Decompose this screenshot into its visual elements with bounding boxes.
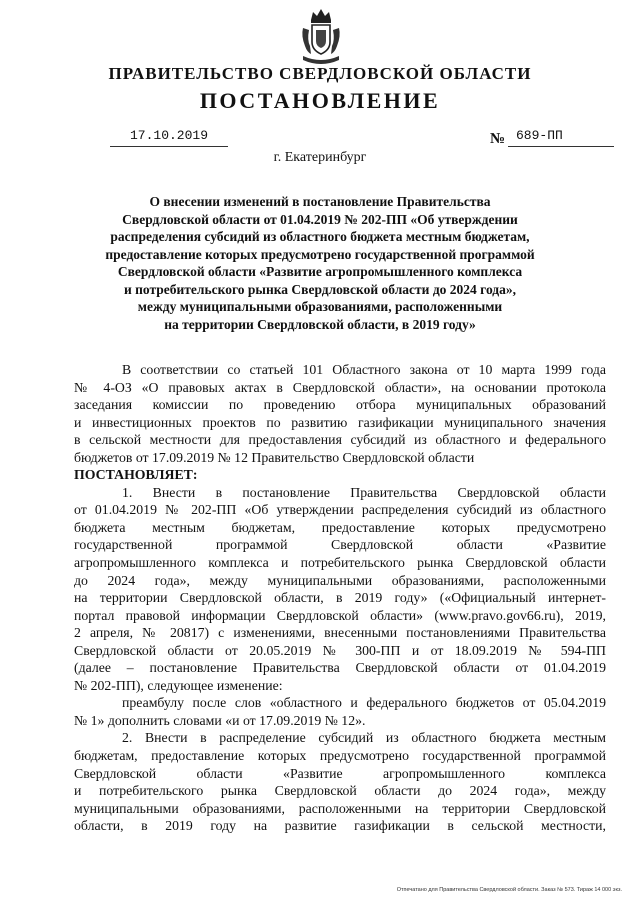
body-line: № 4-ОЗ «О правовых актах в Свердловской области», на основании протокола [74, 379, 606, 395]
resolves-label: ПОСТАНОВЛЯЕТ: [74, 467, 198, 483]
body-line: на территории Свердловской области, в 2019 году» («Официальный интернет- [74, 590, 606, 606]
document-date: 17.10.2019 [110, 128, 228, 147]
body-line: бюджета местным бюджетам, предоставление которых предусмотрено [74, 519, 606, 535]
body-line: бюджетов от 17.09.2019 № 12 Правительство Свердловской области [74, 449, 475, 465]
heading-line: предоставление которых предусмотрено государственной программой [105, 246, 535, 262]
body-line: № 202-ПП), следующее изменение: [74, 677, 283, 693]
document-body [74, 361, 606, 835]
heading-line: распределения субсидий из областного бюджета местным бюджетам, [110, 229, 530, 244]
body-line: 2 апреля, № 20817) с изменениями, внесенными постановлениями Правительства [74, 625, 606, 641]
body-line: (далее – постановление Правительства Свердловской области от 01.04.2019 [74, 660, 606, 676]
heading-line: Свердловской области «Развитие агропромышленного комплекса [117, 264, 523, 279]
body-line: В соответствии со статьей 101 Областного закона от 10 марта 1999 года [122, 362, 606, 377]
coat-of-arms-icon [299, 6, 343, 66]
government-title: ПРАВИТЕЛЬСТВО СВЕРДЛОВСКОЙ ОБЛАСТИ [108, 64, 532, 83]
document-heading [90, 193, 550, 333]
body-line: от 01.04.2019 № 202-ПП «Об утверждении распределения субсидий из областного [74, 502, 606, 518]
body-line: Свердловской области «Развитие агропромышленного комплекса [74, 765, 606, 781]
body-line: заседания комиссии по проведению отбора муниципальных образований [74, 397, 606, 413]
heading-line: и потребительского рынка Свердловской области до 2024 года», [123, 281, 517, 297]
document-type: ПОСТАНОВЛЕНИЕ [199, 88, 441, 113]
heading-line: О внесении изменений в постановление Правительства [149, 194, 491, 209]
body-line: портал правовой информации Свердловской области» (www.pravo.gov66.ru), 2019, [74, 607, 606, 623]
body-line: и потребительского рынка Свердловской области до 2024 года», между [74, 783, 606, 799]
city: г. Екатеринбург [273, 150, 367, 165]
body-line: государственной программой Свердловской области «Развитие [74, 537, 606, 553]
body-line: 2. Внести в распределение субсидий из областного бюджета местным [122, 730, 606, 746]
body-line: до 2024 года», между муниципальными образованиями, расположенными [74, 572, 606, 588]
number-label: № [490, 131, 506, 147]
heading-line: Свердловской области от 01.04.2019 № 202-ПП «Об утверждении [122, 211, 518, 227]
body-line: преамбулу после слов «областного и федерального бюджетов от 05.04.2019 [122, 695, 606, 711]
body-line: области, в 2019 году на развитие газификации в сельской местности, [74, 818, 606, 834]
body-line: 1. Внести в постановление Правительства Свердловской области [122, 484, 606, 500]
print-note: Отпечатано для Правительства Свердловской области. Заказ № 573. Тираж 14 000 экз. [396, 887, 622, 893]
body-line: бюджетам, предоставление которых предусмотрено государственной программой [74, 748, 606, 764]
body-line: и инвестиционных проектов по развитию газификации муниципального значения [74, 414, 606, 430]
heading-line: между муниципальными образованиями, расположенными [137, 299, 503, 314]
body-line: в сельской местности для предоставления субсидий из областного и федерального [74, 432, 606, 448]
body-line: агропромышленного комплекса и потребительского рынка Свердловской области [74, 555, 606, 571]
heading-line: на территории Свердловской области, в 2019 году» [164, 316, 476, 332]
body-line: № 1» дополнить словами «и от 17.09.2019 № 12». [74, 712, 366, 728]
document-number: 689-ПП [508, 128, 614, 147]
body-line: муниципальными образованиями, расположенными на территории Свердловской [74, 800, 606, 816]
body-line: Свердловской области от 20.05.2019 № 300-ПП и от 18.09.2019 № 594-ПП [74, 642, 606, 658]
